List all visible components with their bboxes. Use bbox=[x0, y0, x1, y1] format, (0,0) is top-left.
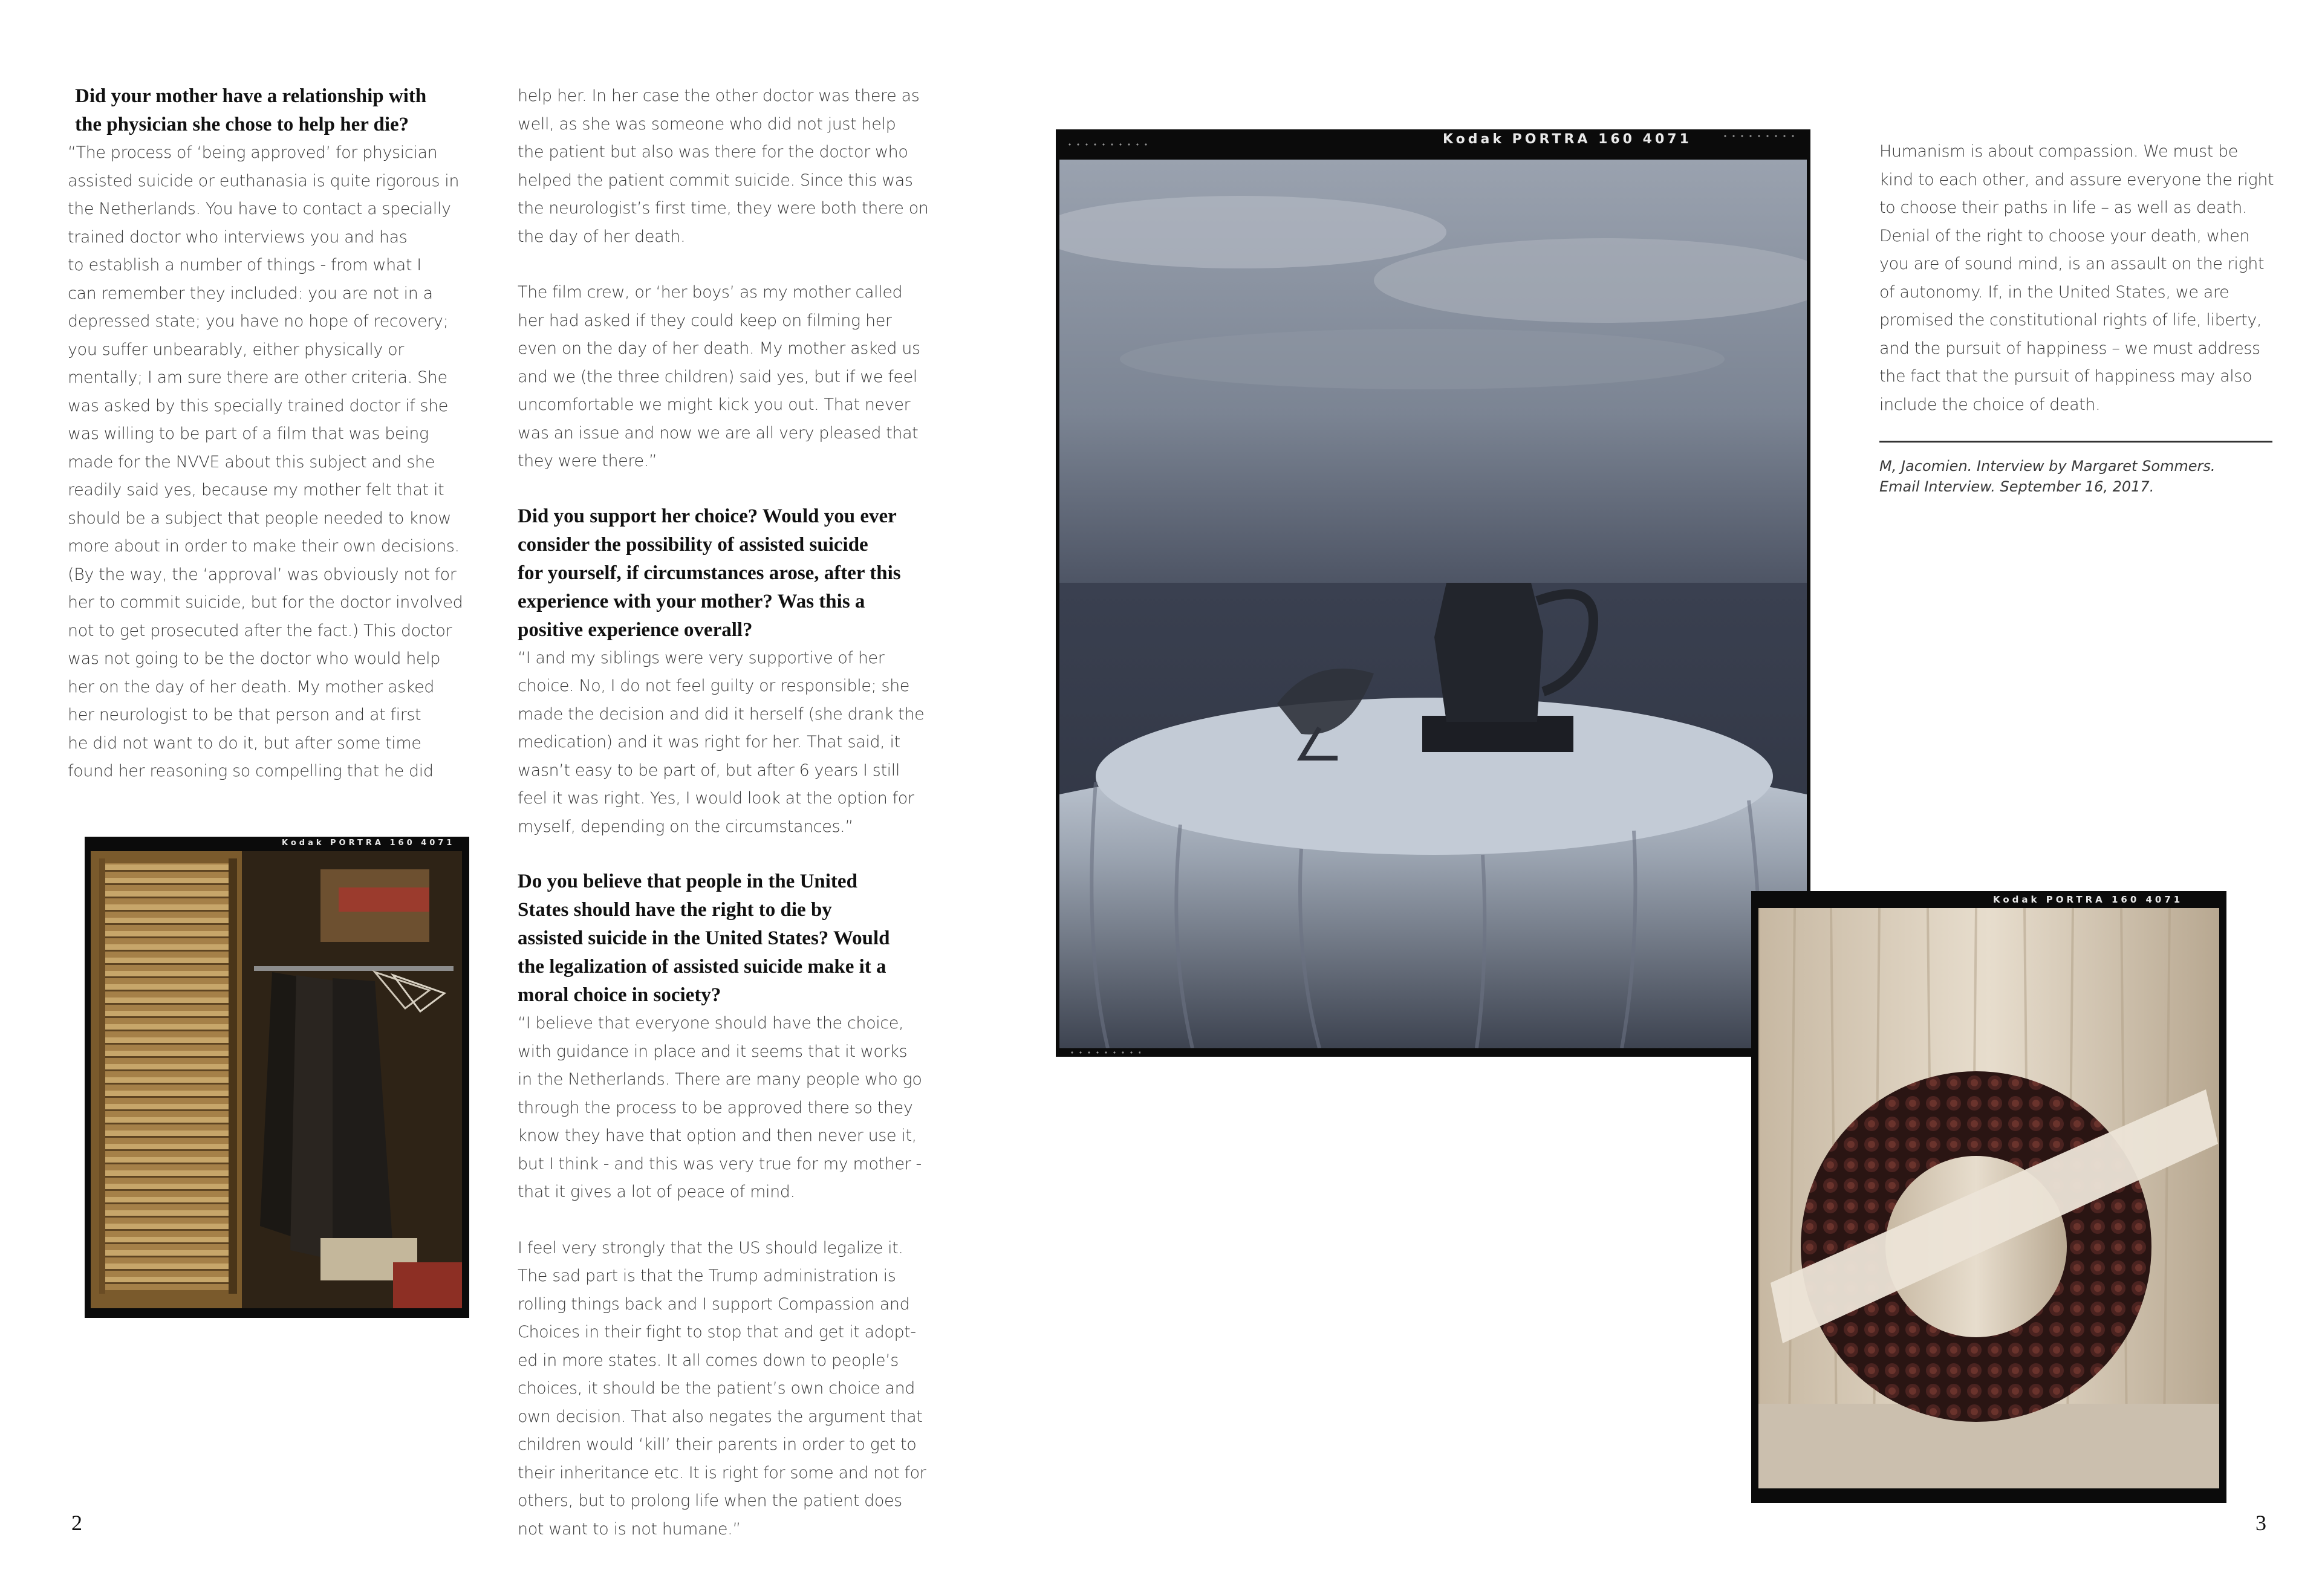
film-sprocket-marks bbox=[1721, 134, 1800, 138]
answer-3-paragraph-2: I feel very strongly that the US should legalize it. The sad part is that the Trump administration is rolling things back and I support Compassion and Choices in their fight to stop that and get it adopt- ed in more states. It all comes down to people’s choices, it should be the patient’s own choice and own decision. That also negates the argument that children would ‘kill’ their parents in order to get to their inheritance etc. It is right for some and not for others, but to prolong life when the patient does not want to is not humane.” bbox=[518, 1238, 926, 1539]
table-photo-frame bbox=[1056, 129, 1810, 1057]
wreath-photo bbox=[1758, 908, 2219, 1488]
film-sprocket-marks bbox=[1068, 1051, 1140, 1054]
page-number-left: 2 bbox=[71, 1511, 82, 1535]
closet-photo bbox=[91, 851, 462, 1308]
answer-3: “I believe that everyone should have the choice, with guidance in place and it seems that it works in the Netherlands. There are many people who go through the process to be approved there so they know they have that option and then never use it, but I think - and this was very true for my mother - that it gives a lot of peace of mind. bbox=[518, 1014, 922, 1201]
film-label: Kodak PORTRA 160 4071 bbox=[282, 839, 455, 848]
table-photo bbox=[1059, 160, 1807, 1048]
citation: M, Jacomien. Interview by Margaret Sommers. Email Interview. September 16, 2017. bbox=[1879, 458, 2216, 495]
page-number-right: 3 bbox=[2255, 1511, 2266, 1535]
film-sprocket-marks bbox=[1065, 143, 1150, 146]
film-label: Kodak PORTRA 160 4071 bbox=[1993, 894, 2184, 905]
closing-column bbox=[1879, 138, 2291, 497]
column-1 bbox=[68, 82, 479, 786]
answer-1-paragraph-2: The film crew, or ‘her boys’ as my mother called her had asked if they could keep on filming her even on the day of her death. My mother asked us and we (the three children) said yes, but if we feel uncomfortable we might kick you out. That never was an issue and now we are all very pleased that they were there.” bbox=[518, 283, 920, 470]
column-2 bbox=[518, 82, 941, 1543]
question-2: Did you support her choice? Would you ever consider the possibility of assisted suicide for yourself, if circumstances arose, after this experience with your mother? Was this a positive experience overall? bbox=[518, 505, 901, 641]
answer-2: “I and my siblings were very supportive of her choice. No, I do not feel guilty or responsible; she made the decision and did it herself (she drank the medication) and it was right for her. That said, it wasn’t easy to be part of, but after 6 years I still feel it was right. Yes, I would look at the option for myself, depending on the circumstances.” bbox=[518, 648, 925, 836]
wreath-photo-frame bbox=[1751, 891, 2226, 1503]
question-3: Do you believe that people in the United States should have the right to die by assisted suicide in the United States? Would the legalization of assisted suicide make it a moral choice in society? bbox=[518, 871, 890, 1006]
citation-divider bbox=[1879, 441, 2272, 443]
question-1: Did your mother have a relationship with the physician she chose to help her die? bbox=[75, 85, 427, 135]
closet-photo-frame bbox=[85, 837, 469, 1318]
answer-1-continued: help her. In her case the other doctor was there as well, as she was someone who did not just help the patient but also was there for the doctor who helped the patient commit suicide. Since this was the neurologist’s first time, they were both there on the day of her death. bbox=[518, 86, 929, 246]
film-label: Kodak PORTRA 160 4071 bbox=[1443, 132, 1692, 147]
answer-1: “The process of ‘being approved’ for physician assisted suicide or euthanasia is quite rigorous in the Netherlands. You have to contact a specially trained doctor who interviews you and has to establish a number of things - from what I can remember they included: you are not in a depressed state; you have no hope of recovery; you suffer unbearably, either physically or mentally; I am sure there are other criteria. She was asked by this specially trained doctor if she was willing to be part of a film that was being made for the NVVE about this subject and she readily said yes, because my mother felt that it should be a subject that people needed to know more about in order to make their own decisions. (By the way, the ‘approval’ was obviously not for her to commit suicide, but for the doctor involved not to get prosecuted after the fact.) This doctor was not going to be the doctor who would help her on the day of her death. My mother asked her neurologist to be that person and at first he did not want to do it, but after some time found her reasoning so compelling that he did bbox=[68, 143, 463, 780]
closing-paragraph: Humanism is about compassion. We must be kind to each other, and assure everyone the right to choose their paths in life – as well as death. Denial of the right to choose your death, when you are of sound mind, is an assault on the right of autonomy. If, in the United States, we are promised the constitutional rights of life, liberty, and the pursuit of happiness – we must address the fact that the pursuit of happiness may also include the choice of death. bbox=[1879, 142, 2274, 414]
